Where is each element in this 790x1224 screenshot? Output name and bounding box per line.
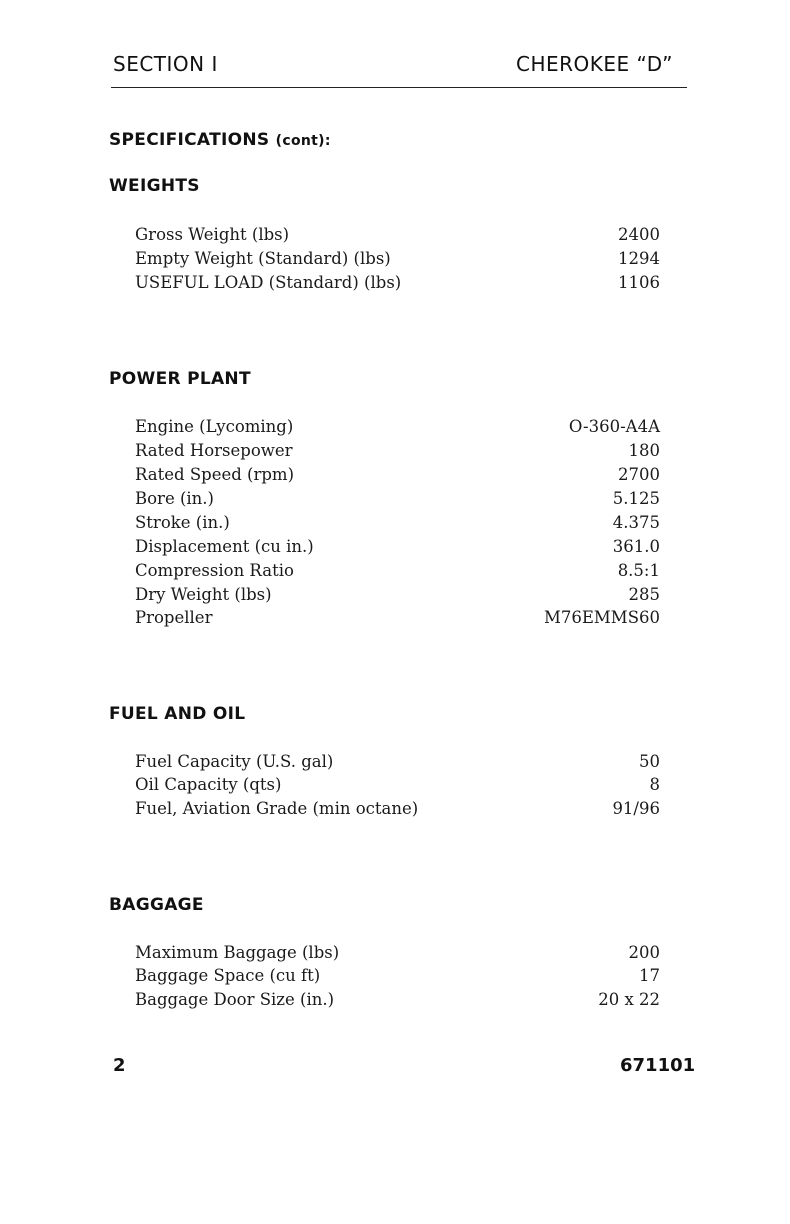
spec-value: 4.375	[612, 513, 660, 532]
spec-label: Gross Weight (lbs)	[135, 225, 290, 244]
spec-label: Propeller	[135, 608, 213, 627]
spec-label: Empty Weight (Standard) (lbs)	[135, 249, 391, 268]
power-plant-row	[135, 561, 660, 585]
weights-row	[135, 273, 660, 297]
spec-label: Compression Ratio	[135, 561, 294, 580]
spec-label: Engine (Lycoming)	[135, 417, 294, 436]
spec-value: 5.125	[612, 489, 660, 508]
weights-title: WEIGHTS	[109, 176, 200, 196]
baggage-title: BAGGAGE	[109, 895, 204, 915]
model-header: CHEROKEE “D”	[516, 52, 673, 76]
spec-value: 8	[649, 775, 660, 794]
power-plant-row	[135, 585, 660, 609]
baggage-row	[135, 990, 660, 1014]
baggage-row	[135, 966, 660, 990]
power-plant-row	[135, 441, 660, 465]
spec-label: Fuel, Aviation Grade (min octane)	[135, 799, 419, 818]
weights-row	[135, 225, 660, 249]
spec-label: USEFUL LOAD (Standard) (lbs)	[135, 273, 402, 292]
spec-value: M76EMMS60	[543, 608, 660, 627]
spec-label: Rated Horsepower	[135, 441, 293, 460]
power-plant-row	[135, 489, 660, 513]
fuel-oil-row	[135, 799, 660, 823]
header-divider	[111, 87, 687, 88]
spec-label: Baggage Door Size (in.)	[135, 990, 335, 1009]
power-plant-row	[135, 608, 660, 632]
spec-label: Fuel Capacity (U.S. gal)	[135, 752, 334, 771]
baggage-row	[135, 943, 660, 967]
spec-value: 20 x 22	[598, 990, 660, 1009]
spec-value: 1106	[618, 273, 660, 292]
document-number: 671101	[620, 1055, 696, 1076]
spec-label: Rated Speed (rpm)	[135, 465, 295, 484]
weights-row	[135, 249, 660, 273]
section-header: SECTION I	[113, 52, 218, 76]
spec-value: 285	[628, 585, 660, 604]
fuel-oil-row	[135, 775, 660, 799]
spec-value: 361.0	[612, 537, 660, 556]
spec-value: 8.5:1	[617, 561, 660, 580]
power-plant-row	[135, 417, 660, 441]
fuel-oil-title: FUEL AND OIL	[109, 704, 246, 724]
spec-value: 1294	[618, 249, 660, 268]
page-number: 2	[113, 1055, 126, 1076]
power-plant-row	[135, 513, 660, 537]
power-plant-row	[135, 537, 660, 561]
spec-value: 50	[639, 752, 660, 771]
spec-label: Dry Weight (lbs)	[135, 585, 272, 604]
page-title	[109, 130, 331, 150]
power-plant-title: POWER PLANT	[109, 369, 251, 389]
spec-value: 2400	[618, 225, 660, 244]
spec-label: Oil Capacity (qts)	[135, 775, 282, 794]
spec-value: 2700	[618, 465, 660, 484]
spec-value: 91/96	[612, 799, 660, 818]
spec-label: Displacement (cu in.)	[135, 537, 314, 556]
spec-label: Stroke (in.)	[135, 513, 230, 532]
spec-value: 180	[628, 441, 660, 460]
spec-value: 17	[639, 966, 660, 985]
page-title-text: SPECIFICATIONS	[109, 130, 270, 150]
spec-label: Maximum Baggage (lbs)	[135, 943, 340, 962]
page-title-suffix: (cont):	[275, 133, 331, 149]
spec-label: Bore (in.)	[135, 489, 214, 508]
spec-value: 200	[628, 943, 660, 962]
spec-label: Baggage Space (cu ft)	[135, 966, 321, 985]
spec-value: O-360-A4A	[568, 417, 660, 436]
power-plant-row	[135, 465, 660, 489]
fuel-oil-row	[135, 752, 660, 776]
